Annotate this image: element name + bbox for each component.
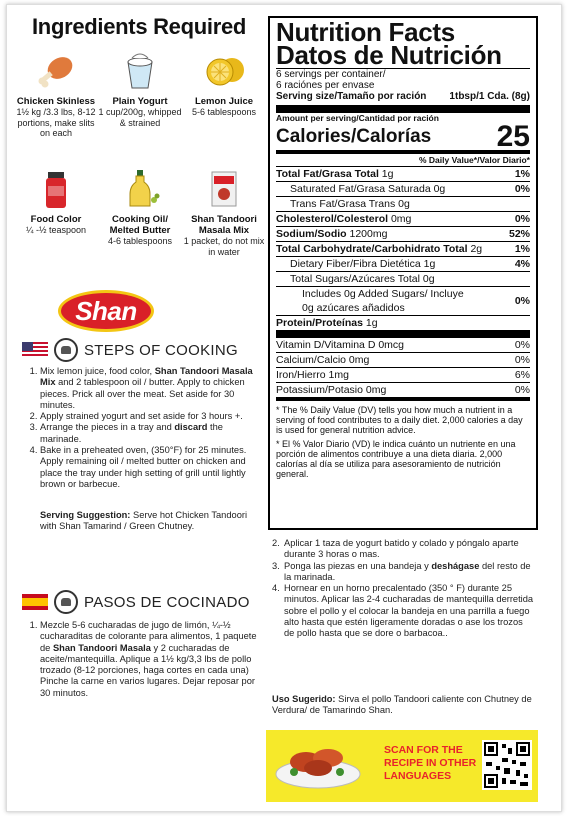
us-flag-icon bbox=[22, 342, 48, 358]
steps-list bbox=[26, 366, 266, 490]
vitamin-label: Potassium/Potasio 0mg bbox=[276, 384, 387, 396]
spain-flag-icon bbox=[22, 594, 48, 610]
pasos-list bbox=[26, 620, 266, 699]
vitamin-row bbox=[276, 367, 530, 382]
nutrient-row bbox=[276, 271, 530, 286]
nutrient-dv: 0% bbox=[514, 183, 530, 195]
nutrient-row bbox=[276, 226, 530, 241]
nutrient-dv: 0% bbox=[514, 213, 530, 225]
paso-item: 2. Aplicar 1 taza de yogurt batido y colado y póngalo aparte durante 3 horas o mas. bbox=[272, 538, 519, 560]
nutrient-row bbox=[276, 196, 530, 211]
calories-row: Calories/Calorías 25 bbox=[276, 120, 530, 153]
ingredient-name: Lemon Juice bbox=[194, 96, 254, 107]
nutrient-row bbox=[276, 286, 530, 315]
vitamin-rows bbox=[276, 338, 530, 397]
nutrient-amount: 1200mg bbox=[346, 228, 388, 240]
nutrient-label: Sodium/Sodio bbox=[276, 228, 347, 240]
nutrient-amount: 1g bbox=[378, 168, 394, 180]
brand-text: Shan bbox=[75, 296, 137, 326]
ingredient-name: Plain Yogurt bbox=[112, 96, 168, 107]
ingredient-yogurt bbox=[98, 48, 182, 128]
vitamin-dv: 0% bbox=[514, 354, 530, 366]
ingredient-lemon bbox=[182, 48, 266, 118]
pasos-list-continued bbox=[272, 538, 534, 640]
ingredient-food-color bbox=[14, 166, 98, 236]
scan-text: SCAN FOR THE RECIPE IN OTHER LANGUAGES bbox=[384, 744, 477, 782]
nutrient-rows bbox=[276, 166, 530, 330]
nutrient-amount: 2g bbox=[467, 243, 483, 255]
steps-title: STEPS OF COOKING bbox=[84, 341, 238, 359]
ingredient-name: Food Color bbox=[30, 214, 82, 225]
nutrient-label: Cholesterol/Colesterol bbox=[276, 213, 389, 225]
chef-hat-icon bbox=[54, 590, 78, 614]
vitamin-label: Calcium/Calcio 0mg bbox=[276, 354, 370, 366]
qr-code-icon[interactable] bbox=[482, 740, 532, 790]
step-item: 1. Mix lemon juice, food color, Shan Tandoori Masala Mix and 2 tablespoon oil / butter. Apply to chicken pieces. Prick all over the meat. Set aside for 30 minutes. bbox=[40, 366, 266, 411]
ingredient-qty: 1 cup/200g, whipped & strained bbox=[98, 107, 182, 128]
nutrient-row bbox=[276, 181, 530, 196]
nutrient-dv: 52% bbox=[508, 228, 530, 240]
serving-size-row: Serving size/Tamaño por ración 1tbsp/1 Cda. (8g) bbox=[276, 91, 530, 102]
step-item: 4. Bake in a preheated oven, (350°F) for 25 minutes. Apply remaining oil / melted butter on chicken and place the tray under high setting of grill until lightly brown or barbecue. bbox=[40, 445, 266, 490]
yogurt-cup-icon bbox=[118, 48, 162, 92]
ingredient-name: Chicken Skinless bbox=[16, 96, 96, 107]
vitamin-row bbox=[276, 382, 530, 397]
tandoori-plate-image bbox=[272, 722, 364, 792]
pasos-header bbox=[22, 590, 250, 614]
ingredient-oil bbox=[98, 166, 182, 247]
vitamin-label: Vitamin D/Vitamina D 0mcg bbox=[276, 339, 404, 351]
nutrient-row bbox=[276, 211, 530, 226]
paso-item: 1. Mezcle 5-6 cucharadas de jugo de limón, ¼-½ cucharaditas de colorante para alimentos, 1 paquete de Shan Tandoori Masala y 2 cucharadas de aceite/mantequilla. Aplique a 1½ kg/3,3 lbs de pollo trozado (8-12 porciones, haga cortes en cada una) Pinche la carne en varios lugares. Dejar reposar por 30 minutos. bbox=[40, 620, 266, 699]
vitamin-row bbox=[276, 338, 530, 352]
nutrient-label: Total Carbohydrate/Carbohidrato Total bbox=[276, 243, 468, 255]
vitamin-label: Iron/Hierro 1mg bbox=[276, 369, 349, 381]
nutrient-row bbox=[276, 166, 530, 181]
nutrient-label: Includes 0g Added Sugars/ Incluye 0g azúcares añadidos bbox=[302, 288, 464, 314]
serving-suggestion: Serving Suggestion: Serve hot Chicken Tandoori with Shan Tamarind / Green Chutney. bbox=[40, 510, 248, 532]
ingredient-chicken bbox=[14, 48, 98, 139]
ingredients-title: Ingredients Required bbox=[32, 14, 247, 39]
ingredient-name: Cooking Oil/ Melted Butter bbox=[109, 214, 171, 236]
uso-sugerido: Uso Sugerido: Sirva el pollo Tandoori caliente con Chutney de Verdura/ de Tamarindo Shan. bbox=[272, 694, 532, 716]
divider-thick bbox=[276, 105, 530, 113]
nutrient-row bbox=[276, 315, 530, 330]
masala-packet-icon bbox=[202, 166, 246, 210]
lemon-icon bbox=[202, 48, 246, 92]
pasos-title: PASOS DE COCINADO bbox=[84, 593, 250, 611]
ingredient-qty: ¼ -½ teaspoon bbox=[25, 225, 87, 235]
nutrient-label: Total Fat/Grasa Total bbox=[276, 168, 379, 180]
nutrient-row bbox=[276, 256, 530, 271]
amount-label: Amount per serving/Cantidad por ración bbox=[276, 113, 439, 123]
nutrient-dv: 1% bbox=[514, 243, 530, 255]
ingredient-qty: 5-6 tablespoons bbox=[191, 107, 257, 117]
nutrient-label: Total Sugars/Azúcares Total 0g bbox=[290, 273, 435, 285]
nutrient-label: Saturated Fat/Grasa Saturada 0g bbox=[290, 183, 446, 195]
ingredient-qty: 1½ kg /3.3 lbs, 8-12 portions, make slits on each bbox=[16, 107, 96, 138]
ingredient-masala bbox=[182, 166, 266, 257]
nutrient-dv: 0% bbox=[514, 295, 530, 307]
paso-item: 4. Hornear en un horno precalentado (350 ° F) durante 25 minutos. Aplicar las 2-4 cucharadas de mantequilla derretida sobre el pollo y el colocar la bandeja en una parrilla a fuego alto hasta que estén ligeramente doradas o ase los trozos de pollo hasta que se dore o barbacoa.. bbox=[272, 583, 534, 639]
nutrient-dv: 1% bbox=[514, 168, 530, 180]
nutrition-title: Nutrition Facts bbox=[276, 17, 455, 47]
oil-bottle-icon bbox=[118, 166, 162, 210]
chicken-leg-icon bbox=[34, 48, 78, 92]
vitamin-dv: 0% bbox=[514, 339, 530, 351]
nutrient-dv: 4% bbox=[514, 258, 530, 270]
dv-header: % Daily Value*/Valor Diario* bbox=[418, 155, 530, 165]
vitamin-dv: 6% bbox=[514, 369, 530, 381]
nutrient-label: Trans Fat/Grasa Trans 0g bbox=[290, 198, 410, 210]
step-item: 2. Apply strained yogurt and set aside for 3 hours +. bbox=[40, 411, 266, 422]
chef-hat-icon bbox=[54, 338, 78, 362]
servings-text: 6 servings per container/ bbox=[276, 69, 386, 80]
steps-header bbox=[22, 338, 238, 362]
food-color-bottle-icon bbox=[34, 166, 78, 210]
ingredient-qty: 1 packet, do not mix in water bbox=[183, 236, 265, 257]
nutrient-label: Protein/Proteínas bbox=[276, 317, 363, 329]
ingredient-qty: 4-6 tablespoons bbox=[107, 236, 173, 246]
nutrition-facts-panel bbox=[268, 16, 538, 530]
nutrient-amount: 1g bbox=[362, 317, 378, 329]
divider-medium bbox=[276, 397, 530, 401]
paso-item: 3. Ponga las piezas en una bandeja y deshágase del resto de la marinada. bbox=[272, 560, 531, 582]
footnote-en: * The % Daily Value (DV) tells you how much a nutrient in a serving of food contributes to a daily diet. 2,000 calories a day is used for general nutrition advice. bbox=[276, 405, 523, 435]
vitamin-row bbox=[276, 352, 530, 367]
servings-text-es: 6 raciónes per envase bbox=[276, 80, 375, 91]
vitamin-dv: 0% bbox=[514, 384, 530, 396]
ingredient-name: Shan Tandoori Masala Mix bbox=[191, 214, 257, 236]
step-item: 3. Arrange the pieces in a tray and discard the marinade. bbox=[40, 422, 266, 445]
footnote-es: * El % Valor Diario (VD) le indica cuánto un nutriente en una porción de alimentos contribuye a una dieta diaria. 2,000 calorías al día se utiliza para asesoramiento de nutrición general. bbox=[276, 439, 516, 479]
nutrient-row bbox=[276, 241, 530, 256]
divider-thick bbox=[276, 330, 530, 338]
nutrient-amount: 0mg bbox=[388, 213, 412, 225]
shan-logo bbox=[58, 290, 154, 332]
nutrition-title-es: Datos de Nutrición bbox=[276, 44, 530, 69]
nutrient-label: Dietary Fiber/Fibra Dietética 1g bbox=[290, 258, 436, 270]
